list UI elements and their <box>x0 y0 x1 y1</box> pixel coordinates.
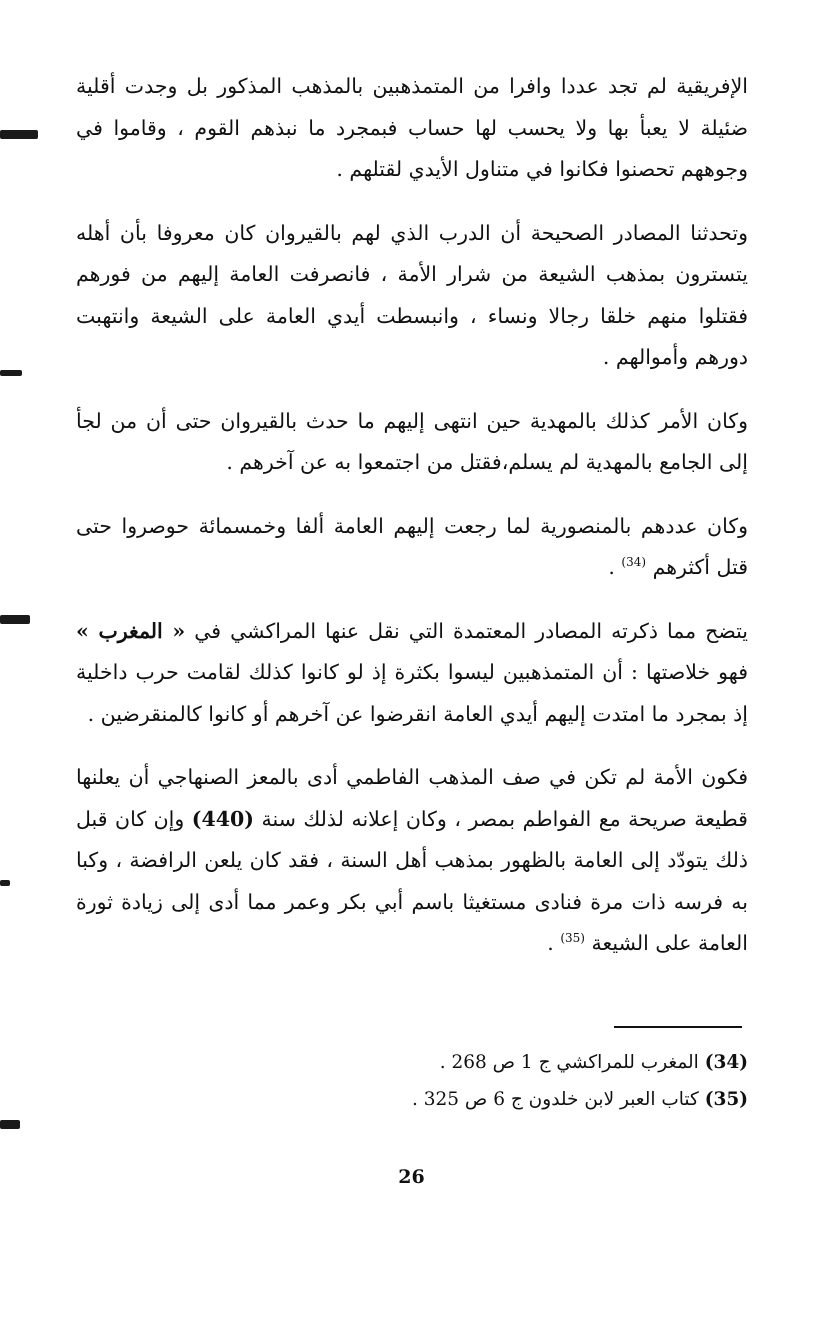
paragraph-2 <box>76 213 748 379</box>
paragraph-4-text: وكان عددهم بالمنصورية لما رجعت إليهم العامة ألفا وخمسمائة حوصروا حتى قتل أكثرهم <box>76 513 748 579</box>
paragraph-3 <box>76 401 748 484</box>
paragraph-3-text: وكان الأمر كذلك بالمهدية حين انتهى إليهم ما حدث بالقيروان حتى أن من لجأ إلى الجامع بالمهدية لم يسلم،فقتل من اجتمعوا به عن آخرهم . <box>76 408 748 474</box>
paragraph-4 <box>76 506 748 589</box>
footnote-divider <box>614 1026 742 1028</box>
scan-mark <box>0 615 30 624</box>
paragraph-1 <box>76 66 748 191</box>
paragraph-5 <box>76 611 748 736</box>
scan-mark <box>0 880 10 886</box>
footnote-number: (34) <box>704 1052 748 1073</box>
page-body <box>76 66 748 987</box>
footnotes <box>120 1044 748 1118</box>
paragraph-6 <box>76 757 748 965</box>
footnote-34 <box>120 1044 748 1081</box>
scan-mark <box>0 370 22 376</box>
paragraph-6-text-b: وإن كان قبل ذلك يتودّد إلى العامة بالظهور بمذهب أهل السنة ، فقد كان يلعن الرافضة ، وكبا به فرسه ذات مرة فنادى مستغيثا باسم أبي بكر وعمر مما أدى إلى زيادة ثورة العامة على الشيعة <box>76 806 748 955</box>
scan-mark <box>0 1120 20 1129</box>
book-title-al-mughrib: « المغرب » <box>76 618 186 643</box>
page-number: 26 <box>398 1166 425 1188</box>
paragraph-2-text: وتحدثنا المصادر الصحيحة أن الدرب الذي لهم بالقيروان كان معروفا بأن أهله يتسترون بمذهب الشيعة من شرار الأمة ، فانصرفت العامة إليهم من فورهم فقتلوا منهم خلقا رجالا ونساء ، وانبسطت أيدي العامة على الشيعة وانتهبت دورهم وأموالهم . <box>76 220 748 369</box>
scan-mark <box>0 130 38 139</box>
footnote-ref-35[interactable]: (35) <box>560 931 585 946</box>
year-440: (440) <box>191 806 254 831</box>
footnote-text: المغرب للمراكشي ج 1 ص 268 . <box>439 1052 699 1073</box>
paragraph-6-text-a: فكون الأمة لم تكن في صف المذهب الفاطمي أدى بالمعز الصنهاجي أن يعلنها قطيعة صريحة مع الفواطم بمصر ، وكان إعلانه لذلك سنة <box>76 765 748 831</box>
footnote-number: (35) <box>704 1089 748 1110</box>
footnote-text: كتاب العبر لابن خلدون ج 6 ص 325 . <box>411 1089 699 1110</box>
paragraph-4-end: . <box>608 555 622 579</box>
footnote-35 <box>120 1081 748 1118</box>
paragraph-5-text-a: يتضح مما ذكرته المصادر المعتمدة التي نقل عنها المراكشي في <box>185 618 748 643</box>
footnote-ref-34[interactable]: (34) <box>621 555 647 570</box>
paragraph-5-text-b: فهو خلاصتها : أن المتمذهبين ليسوا بكثرة إذ لو كانوا كذلك لقامت حرب داخلية إذ بمجرد ما امتدت إليهم أيدي العامة انقرضوا عن آخرهم أو كانوا كالمنقرضين . <box>76 660 748 726</box>
paragraph-6-end: . <box>547 931 561 955</box>
paragraph-1-text: الإفريقية لم تجد عددا وافرا من المتمذهبين بالمذهب المذكور بل وجدت أقلية ضئيلة لا يعبأ بها ولا يحسب لها حساب فبمجرد ما نبذهم القوم ، وقاموا في وجوههم تحصنوا فكانوا في متناول الأيدي لقتلهم . <box>76 74 748 181</box>
